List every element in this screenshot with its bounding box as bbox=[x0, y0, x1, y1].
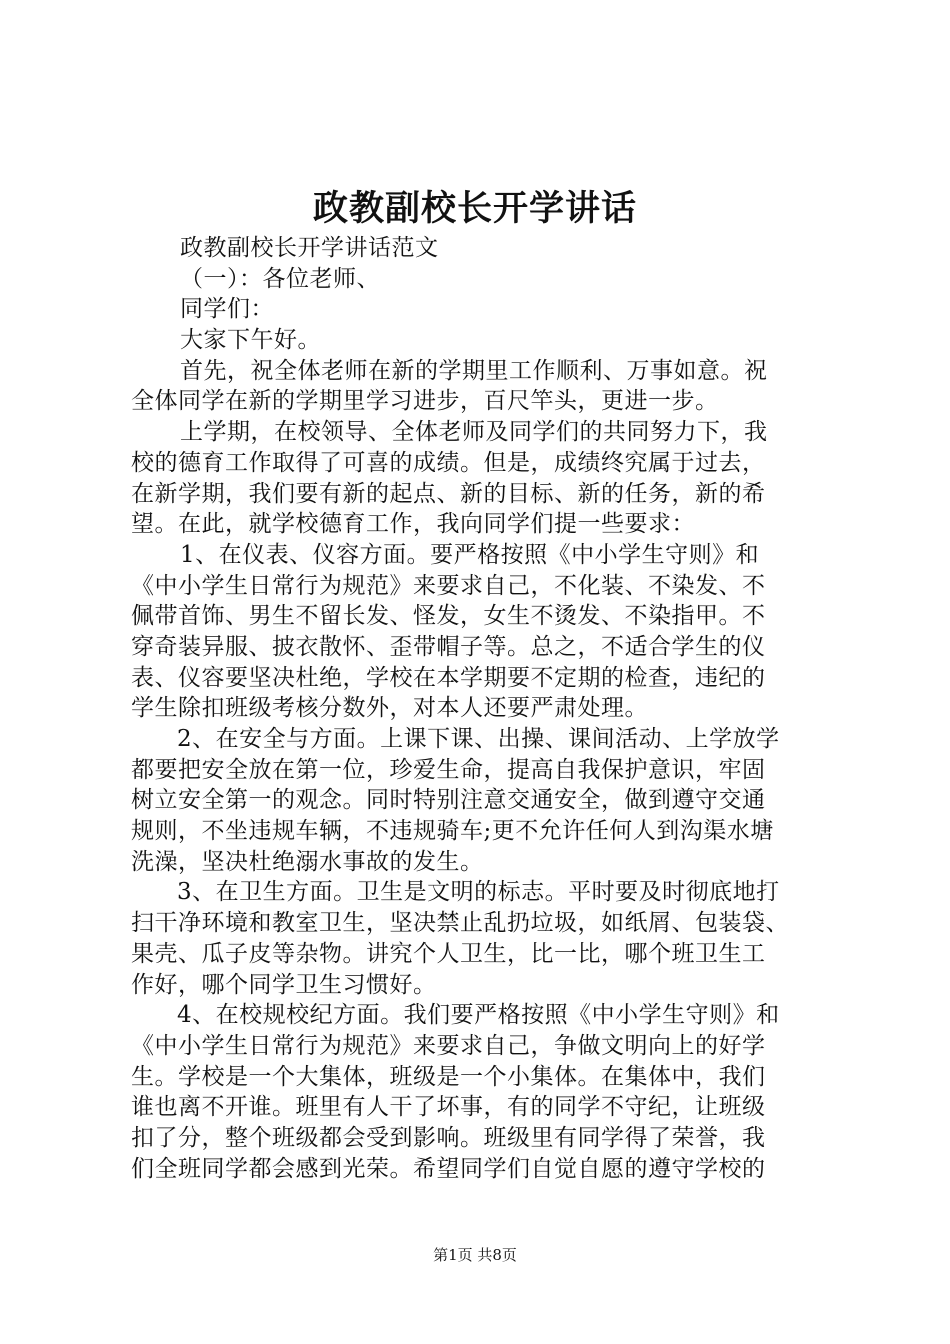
text-line: 表、仪容要坚决杜绝，学校在本学期要不定期的检查，违纪的 bbox=[131, 664, 766, 691]
text-line: 学生除扣班级考核分数外，对本人还要严肃处理。 bbox=[131, 695, 648, 722]
text-line: 同学们： bbox=[180, 296, 274, 323]
text-line: 作好，哪个同学卫生习惯好。 bbox=[131, 971, 437, 998]
text-line: 3、在卫生方面。卫生是文明的标志。平时要及时彻底地打 bbox=[177, 879, 780, 906]
document-body bbox=[131, 233, 851, 1184]
text-line: 全体同学在新的学期里学习进步，百尺竿头，更进一步。 bbox=[131, 388, 719, 415]
text-line: 穿奇装异服、披衣散怀、歪带帽子等。总之，不适合学生的仪 bbox=[131, 633, 766, 660]
text-line: 大家下午好。 bbox=[180, 327, 321, 354]
text-line: 在新学期，我们要有新的起点、新的目标、新的任务，新的希 bbox=[131, 480, 766, 507]
page-number: 第1页 共8页 bbox=[433, 1246, 517, 1264]
text-line: 1、在仪表、仪容方面。要严格按照《中小学生守则》和 bbox=[180, 541, 760, 568]
text-line: 望。在此，就学校德育工作，我向同学们提一些要求： bbox=[131, 511, 695, 538]
text-line: 4、在校规校纪方面。我们要严格按照《中小学生守则》和 bbox=[177, 1002, 780, 1029]
text-line: 校的德育工作取得了可喜的成绩。但是，成绩终究属于过去， bbox=[131, 449, 766, 476]
text-line: 《中小学生日常行为规范》来要求自己，不化装、不染发、不 bbox=[131, 572, 766, 599]
text-line: 规则，不坐违规车辆，不违规骑车;更不允许任何人到沟渠水塘 bbox=[131, 818, 774, 845]
text-line: 首先，祝全体老师在新的学期里工作顺利、万事如意。祝 bbox=[180, 357, 768, 384]
text-line: 佩带首饰、男生不留长发、怪发，女生不烫发、不染指甲。不 bbox=[131, 603, 766, 630]
text-line: 生。学校是一个大集体，班级是一个小集体。在集体中，我们 bbox=[131, 1063, 766, 1090]
text-line: 树立安全第一的观念。同时特别注意交通安全，做到遵守交通 bbox=[131, 787, 766, 814]
text-line: 政教副校长开学讲话范文 bbox=[180, 235, 439, 261]
text-line: 扫干净环境和教室卫生，坚决禁止乱扔垃圾，如纸屑、包装袋、 bbox=[131, 910, 789, 937]
text-line: 们全班同学都会感到光荣。希望同学们自觉自愿的遵守学校的 bbox=[131, 1155, 766, 1182]
text-line: 谁也离不开谁。班里有人干了坏事，有的同学不守纪，让班级 bbox=[131, 1094, 766, 1121]
text-line: 果壳、瓜子皮等杂物。讲究个人卫生，比一比，哪个班卫生工 bbox=[131, 940, 766, 967]
text-line: 上学期，在校领导、全体老师及同学们的共同努力下，我 bbox=[180, 419, 768, 446]
document-title: 政教副校长开学讲话 bbox=[312, 188, 637, 229]
text-line: 2、在安全与方面。上课下课、出操、课间活动、上学放学 bbox=[177, 726, 780, 752]
text-line: 都要把安全放在第一位，珍爱生命，提高自我保护意识，牢固 bbox=[131, 756, 766, 783]
text-line: 扣了分，整个班级都会受到影响。班级里有同学得了荣誉，我 bbox=[131, 1124, 766, 1151]
text-line: 洗澡，坚决杜绝溺水事故的发生。 bbox=[131, 848, 484, 875]
text-line: 《中小学生日常行为规范》来要求自己，争做文明向上的好学 bbox=[131, 1032, 766, 1059]
text-line: （一）：各位老师、 bbox=[180, 265, 380, 292]
